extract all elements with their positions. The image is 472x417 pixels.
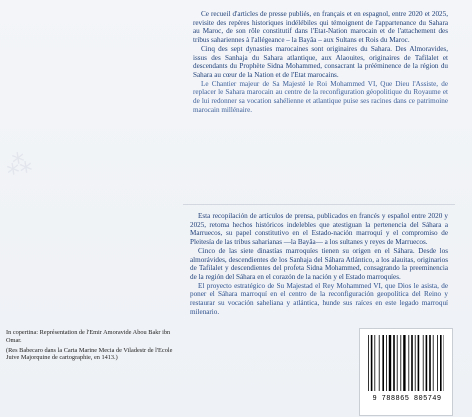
spanish-text-block — [190, 212, 448, 316]
spanish-paragraph-1: Esta recopilación de artículos de prensa, publicados en francés y español entre 2020 y 2025, retoma hechos históricos indelebles que atestiguan la pertenencia del Sáhara a Marruecos, su papel constitutivo en el Estado-nación marroquí y el compromiso de Pleitesía de las tribus saharianas —la Bayâa— a los sultanes y reyes de Marruecos. — [190, 212, 448, 247]
cover-caption — [6, 329, 174, 362]
spanish-paragraph-3: El proyecto estratégico de Su Majestad el Rey Mohammed VI, que Dios le asista, de poner el Sáhara marroquí en el centro de la reconfiguración geopolítica del Reino y restaurar su vocación saheliana y atlántica, hunde sus raíces en este legado marroquí milenario. — [190, 281, 448, 316]
caption-line-1: In copertina: Représentation de l'Emir Amoravide Abou Bakr ibn Omar. — [6, 329, 171, 344]
french-paragraph-2: Cinq des sept dynasties marocaines sont originaires du Sahara. Des Almoravides, issus des Sanhaja du Sahara atlantique, aux Alaouites, originaires de Tafilalet et descendants du Prophète Sidna Mohammed, consacrant la prééminence de la région du Sahara au cœur de la Nation et de l'Etat marocains. — [193, 44, 448, 79]
spanish-paragraph-2: Cinco de las siete dinastías marroquíes tienen su origen en el Sáhara. Desde los almorávides, descendientes de los Sanhaja del Sáhara Atlántico, a los alauitas, originarios de Tafilalet y descendientes del profeta Sidna Mohammed, consagrando la preeminencia de la región del Sáhara en el corazón de la nación y el Estado marroquíes. — [190, 246, 448, 281]
french-paragraph-3: Le Chantier majeur de Sa Majesté le Roi Mohammed VI, Que Dieu l'Assiste, de replacer le Sahara marocain au centre de la reconfiguration géopolitique du Royaume et de lui redonner sa vocation sahélienne et atlantique puise ses racines dans ce patrimoine marocain millénaire. — [193, 79, 448, 114]
section-divider — [183, 204, 455, 205]
isbn-barcode — [359, 328, 453, 416]
faded-watermark-left: ⁂ — [4, 148, 35, 181]
barcode-number: 9 788865 805749 — [372, 395, 442, 403]
caption-line-2: (Res Babecaro dans la Carta Marine Mecia de Viladestr de l'Ecole Juive Majorquine de cartographie, en 1413.) — [6, 346, 173, 362]
french-text-block — [193, 10, 448, 114]
french-paragraph-1: Ce recueil d'articles de presse publiés, en français et en espagnol, entre 2020 et 2025, revisite des repères historiques indélébiles qui témoignent de l'appartenance du Sahara au Maroc, de son rôle constitutif dans l'Etat-Nation marocain et de l'attachement des tribus sahariennes à l'allégeance – la Bayâa – aux Sultans et Rois du Maroc. — [193, 10, 448, 45]
barcode-bars — [368, 335, 444, 391]
